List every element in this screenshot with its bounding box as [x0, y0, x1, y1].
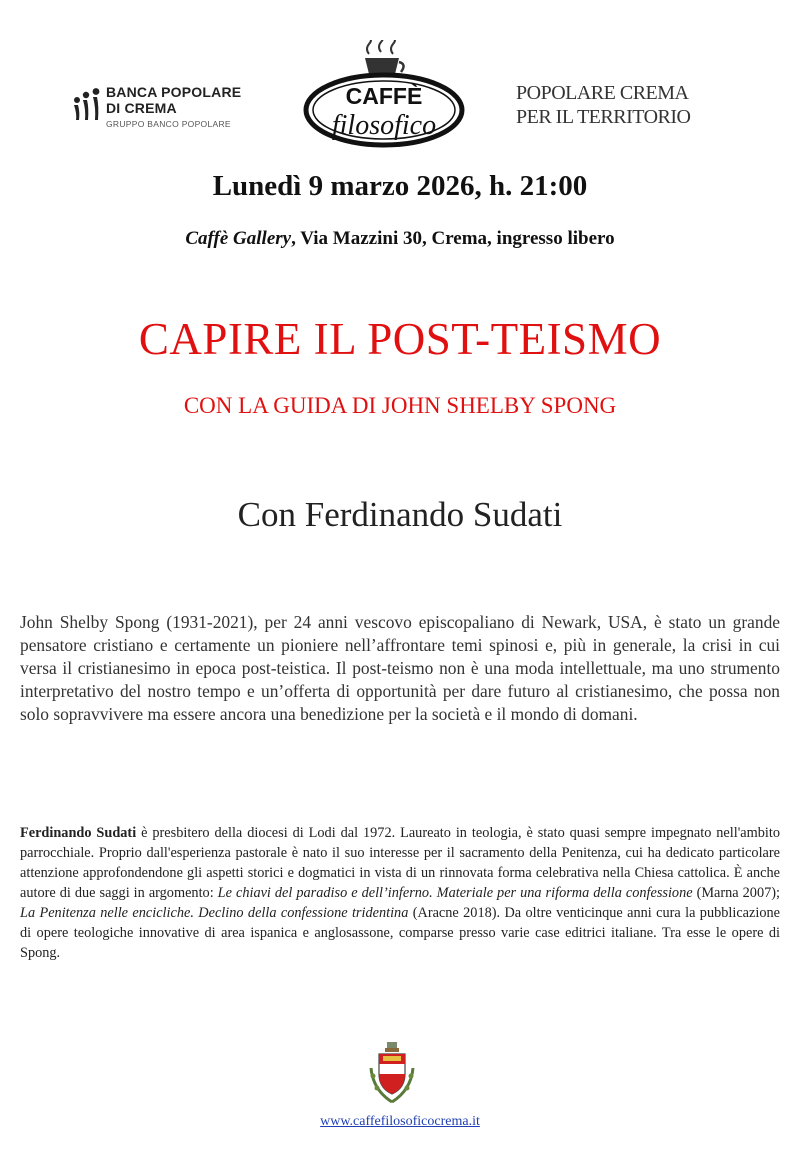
event-subtitle: CON LA GUIDA DI JOHN SHELBY SPONG [183, 393, 617, 418]
event-title: CAPIRE IL POST-TEISMO [138, 314, 662, 364]
bpc-name-line2: DI CREMA [106, 100, 177, 116]
speaker-bio [20, 823, 780, 963]
bio-name: Ferdinando Sudati [20, 825, 137, 842]
pct-line2: PER IL TERRITORIO [516, 106, 691, 128]
caffe-filosofico-logo [303, 40, 465, 148]
popolare-crema-territorio-logo [516, 82, 716, 138]
website-link[interactable]: www.caffefilosoficocrema.it [320, 1114, 480, 1129]
banca-popolare-di-crema-logo [72, 84, 272, 134]
venue-details: , Via Mazzini 30, Crema, ingresso libero [291, 228, 615, 249]
venue-name: Caffè Gallery [185, 228, 292, 249]
caffe-logo-word2: filosofico [331, 110, 437, 141]
bio-text-1: è presbitero della diocesi di Lodi dal 1972. Laureato in teologia, è stato quasi sempre impegnato nell'ambito parrocchiale. Proprio dall'esperienza pastorale è nato il suo interesse per il sacramento della Penitenza, cui ha dedicato particolare attenzione approfondendone gli aspetti storici e dogmatici in vista di un rinnovata forma celebrativa nella Chiesa cattolica. È anche autore di due saggi in argomento: [20, 825, 780, 902]
bio-book-2: La Penitenza nelle encicliche. Declino della confessione tridentina [20, 905, 409, 922]
crema-crest-icon [367, 1040, 417, 1108]
bpc-name-line1: BANCA POPOLARE [106, 84, 242, 100]
event-speaker: Con Ferdinando Sudati [237, 495, 563, 534]
intro-paragraph: John Shelby Spong (1931-2021), per 24 anni vescovo episcopaliano di Newark, USA, è stato un grande pensatore cristiano e certamente un pioniere nell’affrontare temi spinosi e, più in generale, la crisi in cui versa il cristianesimo in epoca post-teistica. Il post-teismo non è una moda intellettuale, ma uno strumento interpretativo del nostro tempo e un’offerta di opportunità per dare futuro al cristianesimo, che possa non solo sopravvivere ma essere ancora una benedizione per la società e il mondo di domani. [20, 612, 780, 725]
caffe-logo-word1: CAFFÈ [345, 83, 423, 109]
bio-book-1: Le chiavi del paradiso e dell’inferno. Materiale per una riforma della confessione [217, 885, 693, 902]
event-date: Lunedì 9 marzo 2026, h. 21:00 [212, 170, 588, 202]
bio-text-3: (Aracne 2018). Da oltre venticinque anni cura la pubblicazione di opere teologiche innovative di area ispanica e anglosassone, comparse presso varie case editrici italiane. Tra esse le opere di Spong. [20, 905, 780, 962]
event-venue [0, 228, 800, 250]
sponsor-logos [0, 40, 800, 150]
bpc-group-line: GRUPPO BANCO POPOLARE [106, 119, 231, 129]
banca-people-icon [72, 88, 104, 122]
pct-line1: POPOLARE CREMA [516, 82, 689, 104]
bio-text-2: (Marna 2007); [692, 885, 780, 902]
